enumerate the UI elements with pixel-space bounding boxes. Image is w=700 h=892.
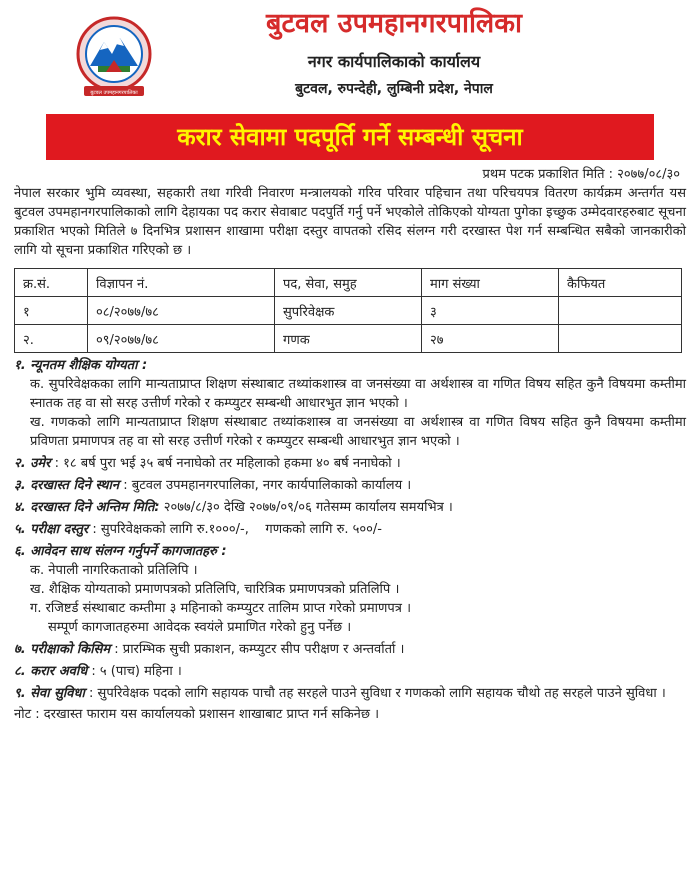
cell-post: गणक [275,325,422,353]
section-text: : सुपरिवेक्षक पदको लागि सहायक पाचौ तह सरहले पाउने सुविधा र गणकको लागि सहायक चौथो तह सरहले पाउने सुविधा । [89,686,666,701]
table-header-row [15,269,682,297]
publish-date: प्रथम पटक प्रकाशित मिति : २०७७/०८/३० [482,167,680,182]
qualification-enumerator: ख. गणकको लागि मान्यताप्राप्त शिक्षण संस्थाबाट तथ्यांकशास्त्र वा जनसंख्या वा अर्थशास्त्र वा गणित विषय सहित कुनै विषयमा कम्तीमा प्रविणता प्रमाणपत्र तह वा सो सरह उत्तीर्ण गरेको र कम्प्युटर सम्बन्धी आधारभुत ज्ञान भएको । [30,415,686,449]
section-heading: ८. करार अवधि [14,664,88,679]
table-row [15,297,682,325]
section-heading: ६. आवेदन साथ संलग्न गर्नुपर्ने कागजातहरु : [14,544,227,559]
cell-demand: ३ [422,297,559,325]
cell-demand: २७ [422,325,559,353]
section-heading: ५. परीक्षा दस्तुर [14,522,89,537]
section-application-place [14,476,686,495]
section-text: : ५ (पाच) महिना । [91,664,182,679]
cell-remarks [559,297,682,325]
office-subtitle: नगर कार्यपालिकाको कार्यालय [307,52,481,71]
municipality-title: बुटवल उपमहानगरपालिका [266,8,522,39]
document-note: सम्पूर्ण कागजातहरुमा आवेदक स्वयंले प्रमाणित गरेको हुनु पर्नेछ । [48,620,352,635]
section-heading: ३. दरखास्त दिने स्थान [14,478,120,493]
table-row [15,325,682,353]
section-heading: ४. दरखास्त दिने अन्तिम मिति: [14,500,160,515]
document-item: ख. शैक्षिक योग्यताको प्रमाणपत्रको प्रतिलिपि, चारित्रिक प्रमाणपत्रको प्रतिलिपि । [30,582,400,597]
document-item: ग. रजिष्टर्ड संस्थाबाट कम्तीमा ३ महिनाको कम्प्युटर तालिम प्राप्त गरेको प्रमाणपत्र । [30,601,412,616]
col-serial: क्र.सं. [15,269,88,297]
section-text: : सुपरिवेक्षकको लागि रु.१०००/-, गणकको लागि रु. ५००/- [92,522,382,537]
section-text: : बुटवल उपमहानगरपालिका, नगर कार्यपालिकाको कार्यालय । [123,478,412,493]
section-heading: १. न्यूनतम शैक्षिक योग्यता : [14,358,148,373]
section-text: : प्रारम्भिक सुची प्रकाशन, कम्प्युटर सीप परीक्षण र अन्तर्वार्ता । [114,642,405,657]
cell-serial: १ [15,297,88,325]
section-heading: ७. परीक्षाको किसिम [14,642,111,657]
section-text: : १८ बर्ष पुरा भई ३५ बर्ष ननाघेको तर महिलाको हकमा ४० बर्ष ननाघेको । [54,456,401,471]
footer-note: नोट : दरखास्त फाराम यस कार्यालयको प्रशासन शाखाबाट प्राप्त गर्न सकिनेछ । [14,707,380,722]
section-qualification [14,356,686,375]
cell-advertisement-no: ०९/२०७७/७८ [88,325,275,353]
svg-text:बुटवल उपमहानगरपालिका: बुटवल उपमहानगरपालिका [90,90,138,96]
office-address: बुटवल, रुपन्देही, लुम्बिनी प्रदेश, नेपाल [295,81,493,97]
section-exam-type [14,640,686,659]
col-demand: माग संख्या [422,269,559,297]
col-remarks: कैफियत [559,269,682,297]
intro-paragraph: नेपाल सरकार भुमि व्यवस्था, सहकारी तथा गरिवी निवारण मन्त्रालयको गरिव परिवार पहिचान तथा परिचयपत्र वितरण कार्यक्रम अन्तर्गत यस बुटवल उपमहानगरपालिकाको लागि देहायका पद करार सेवाबाट पदपुर्ति गर्नु पर्ने भएकोले तोकिएको योग्यता पुगेका इच्छुक उम्मेदवारहरुबाट सूचना प्रकाशित भएको मितिले ७ दिनभित्र प्रशासन शाखामा परीक्षा दस्तुर वापतको रसिद संलग्न गरी दरखास्त पेश गर्न सम्बन्धित सबैको जानकारीको लागि यो सूचना प्रकाशित गरिएको छ । [14,186,686,258]
section-benefits [14,684,686,703]
section-text: २०७७/८/३० देखि २०७७/०९/०६ गतेसम्म कार्यालय समयभित्र । [163,500,453,515]
municipality-emblem-icon [76,16,152,100]
cell-serial: २. [15,325,88,353]
cell-post: सुपरिवेक्षक [275,297,422,325]
section-deadline [14,498,686,517]
section-heading: ९. सेवा सुविधा [14,686,85,701]
qualification-supervisor: क. सुपरिवेक्षकका लागि मान्यताप्राप्त शिक्षण संस्थाबाट तथ्यांकशास्त्र वा जनसंख्या वा अर्थशास्त्र वा गणित विषय सहित कुनै विषयमा कम्तीमा स्नातक तह वा सो सरह उत्तीर्ण गरेको र कम्प्युटर सम्बन्धी आधारभुत ज्ञान भएको । [30,377,686,411]
section-documents [14,542,686,561]
posts-table [14,268,682,353]
col-advertisement-no: विज्ञापन नं. [88,269,275,297]
header [14,0,686,106]
section-contract-period [14,662,686,681]
cell-remarks [559,325,682,353]
document-item: क. नेपाली नागरिकताको प्रतिलिपि । [30,563,198,578]
cell-advertisement-no: ०८/२०७७/७८ [88,297,275,325]
section-age [14,454,686,473]
section-exam-fee [14,520,686,539]
section-heading: २. उमेर [14,456,51,471]
notice-banner: करार सेवामा पदपूर्ति गर्ने सम्बन्धी सूचना [46,114,654,160]
col-post: पद, सेवा, समुह [275,269,422,297]
